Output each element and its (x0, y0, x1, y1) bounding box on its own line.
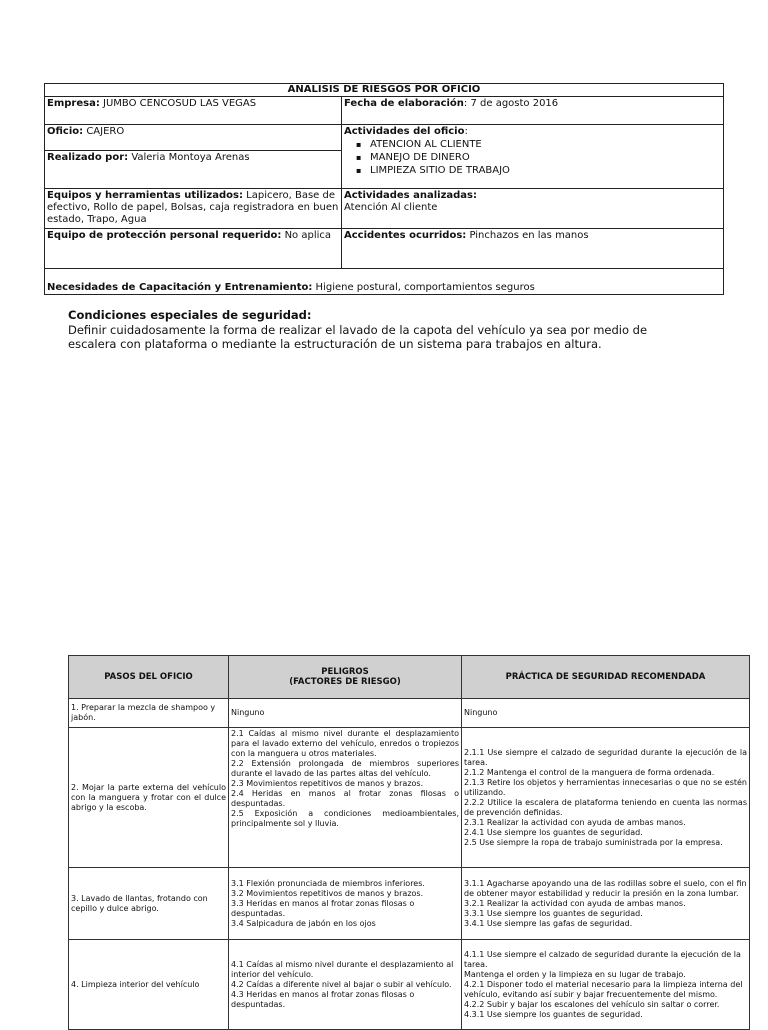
conditions-text: Definir cuidadosamente la forma de realizar el lavado de la capota del vehículo ya sea por medio de escalera con plataforma o mediante la estructuración de un sistema para trabajos en altura. (68, 323, 648, 351)
necesidades-label: Necesidades de Capacitación y Entrenamiento: (47, 282, 313, 293)
hazard-cell (229, 940, 462, 1030)
practice-cell (462, 699, 750, 728)
practice-item: 4.2.2 Subir y bajar los escalones del vehículo sin saltar o correr. (464, 999, 720, 1009)
steps-table (68, 655, 750, 1030)
epp-label: Equipo de protección personal requerido: (47, 230, 282, 241)
realizado-value: Valeria Montoya Arenas (131, 152, 250, 163)
epp-value: No aplica (284, 230, 331, 241)
hazard-item: Ninguno (231, 708, 265, 717)
equipos-field (45, 189, 341, 227)
hazard-cell (229, 728, 462, 868)
empresa-label: Empresa: (47, 98, 100, 109)
practice-item: Mantenga el orden y la limpieza en su lugar de trabajo. (464, 969, 686, 979)
col-header-hazards (229, 656, 462, 699)
practice-cell (462, 728, 750, 868)
table-header-row (69, 656, 750, 699)
practice-item: 4.2.1 Disponer todo el material necesario para la limpieza interna del vehículo, evitando así subir y bajar frecuentemente del mismo. (464, 979, 743, 999)
practice-item: 2.1.3 Retire los objetos y herramientas innecesarias o que no se estén utilizando. (464, 777, 747, 797)
table-row (69, 868, 750, 940)
accidentes-label: Accidentes ocurridos: (344, 230, 467, 241)
hazard-item: 3.2 Movimientos repetitivos de manos y brazos. (231, 888, 424, 898)
hazard-item: 2.1 Caídas al mismo nivel durante el desplazamiento para el lavado externo del vehículo, enredos o tropiezos con la manguera u otros materiales. (231, 729, 459, 758)
practice-item: 2.5 Use siempre la ropa de trabajo suministrada por la empresa. (464, 837, 723, 847)
hazard-item: 3.3 Heridas en manos al frotar zonas filosas o despuntadas. (231, 898, 415, 918)
oficio-label: Oficio: (47, 126, 84, 137)
table-row (69, 699, 750, 728)
accidentes-value: Pinchazos en las manos (469, 230, 589, 241)
hazard-item: 3.1 Flexión pronunciada de miembros inferiores. (231, 878, 425, 888)
practice-item: 3.3.1 Use siempre los guantes de seguridad. (464, 908, 643, 918)
empresa-field (45, 97, 341, 111)
col-header-hazards-line1: PELIGROS (321, 667, 369, 677)
realizado-label: Realizado por: (47, 152, 129, 163)
col-header-hazards-line2: (FACTORES DE RIESGO) (289, 677, 401, 687)
epp-field (45, 229, 341, 243)
accidentes-field (342, 229, 722, 243)
oficio-field (45, 125, 341, 139)
hazard-item: 2.4 Heridas en manos al frotar zonas filosas o despuntadas. (231, 789, 459, 808)
fecha-field (342, 97, 722, 111)
practice-item: 3.1.1 Agacharse apoyando una de las rodillas sobre el suelo, con el fin de obtener mayor estabilidad y reducir la presión en la zona lumbar. (464, 878, 747, 898)
equipos-label: Equipos y herramientas utilizados: (47, 190, 243, 201)
hazard-item: 4.3 Heridas en manos al frotar zonas filosas o despuntadas. (231, 989, 415, 1009)
risk-analysis-header-table (44, 83, 724, 295)
hazard-item: 4.2 Caídas a diferente nivel al bajar o subir al vehículo. (231, 979, 452, 989)
hazard-item: 2.3 Movimientos repetitivos de manos y brazos. (231, 779, 424, 788)
analizadas-label: Actividades analizadas: (344, 190, 477, 201)
oficio-value: CAJERO (86, 126, 125, 137)
col-header-practices: PRÁCTICA DE SEGURIDAD RECOMENDADA (462, 656, 750, 699)
practice-item: 4.3.1 Use siempre los guantes de seguridad. (464, 1009, 643, 1019)
conditions-title: Condiciones especiales de seguridad: (68, 308, 312, 322)
practice-item: 4.1.1 Use siempre el calzado de seguridad durante la ejecución de la tarea. (464, 949, 741, 969)
necesidades-value: Higiene postural, comportamientos seguros (315, 282, 535, 293)
actividades-label: Actividades del oficio (344, 126, 465, 137)
practice-item: 2.3.1 Realizar la actividad con ayuda de ambas manos. (464, 817, 686, 827)
document-title: ANALISIS DE RIESGOS POR OFICIO (287, 84, 481, 95)
list-item: ▪ MANEJO DE DINERO (370, 151, 720, 164)
fecha-value: : 7 de agosto 2016 (463, 98, 559, 109)
fecha-label: Fecha de elaboración (344, 98, 464, 109)
practice-item: 3.2.1 Realizar la actividad con ayuda de ambas manos. (464, 898, 686, 908)
hazard-item: 2.2 Extensión prolongada de miembros superiores durante el lavado de las partes altas del vehículo. (231, 759, 459, 778)
practice-item: Ninguno (464, 708, 498, 717)
actividades-colon: : (464, 126, 468, 137)
analizadas-field (342, 189, 722, 215)
step-cell: 1. Preparar la mezcla de shampoo y jabón. (69, 699, 229, 728)
hazard-cell (229, 868, 462, 940)
hazard-item: 3.4 Salpicadura de jabón en los ojos (231, 918, 376, 928)
hazard-cell (229, 699, 462, 728)
equipos-value: Lapicero, Base de efectivo, Rollo de papel, Bolsas, caja registradora en buen estado, Trapo, Agua (47, 190, 339, 225)
practice-cell (462, 868, 750, 940)
practice-item: 2.1.1 Use siempre el calzado de seguridad durante la ejecución de la tarea. (464, 747, 747, 767)
analizadas-value: Atención Al cliente (344, 202, 438, 213)
table-row (69, 940, 750, 1030)
list-item: ▪ ATENCION AL CLIENTE (370, 138, 720, 151)
practice-item: 2.1.2 Mantenga el control de la manguera de forma ordenada. (464, 767, 715, 777)
actividades-list (344, 138, 720, 177)
step-cell: 3. Lavado de llantas, frotando con cepillo y dulce abrigo. (69, 868, 229, 940)
practice-item: 2.2.2 Utilice la escalera de plataforma teniendo en cuenta las normas de prevención definidas. (464, 797, 747, 817)
empresa-value: JUMBO CENCOSUD LAS VEGAS (103, 98, 257, 109)
hazard-item: 4.1 Caídas al mismo nivel durante el desplazamiento al interior del vehículo. (231, 959, 454, 979)
step-cell: 2. Mojar la parte externa del vehículo con la manguera y frotar con el dulce abrigo y la escoba. (69, 728, 229, 868)
hazard-item: 2.5 Exposición a condiciones medioambientales, principalmente sol y lluvia. (231, 809, 459, 828)
col-header-steps: PASOS DEL OFICIO (69, 656, 229, 699)
table-row (69, 728, 750, 868)
necesidades-field (45, 281, 723, 295)
step-cell: 4. Limpieza interior del vehículo (69, 940, 229, 1030)
realizado-field (45, 151, 341, 165)
actividades-field (342, 125, 722, 178)
practice-item: 2.4.1 Use siempre los guantes de seguridad. (464, 827, 643, 837)
practice-cell (462, 940, 750, 1030)
list-item: ▪ LIMPIEZA SITIO DE TRABAJO (370, 164, 720, 177)
practice-item: 3.4.1 Use siempre las gafas de seguridad. (464, 918, 633, 928)
